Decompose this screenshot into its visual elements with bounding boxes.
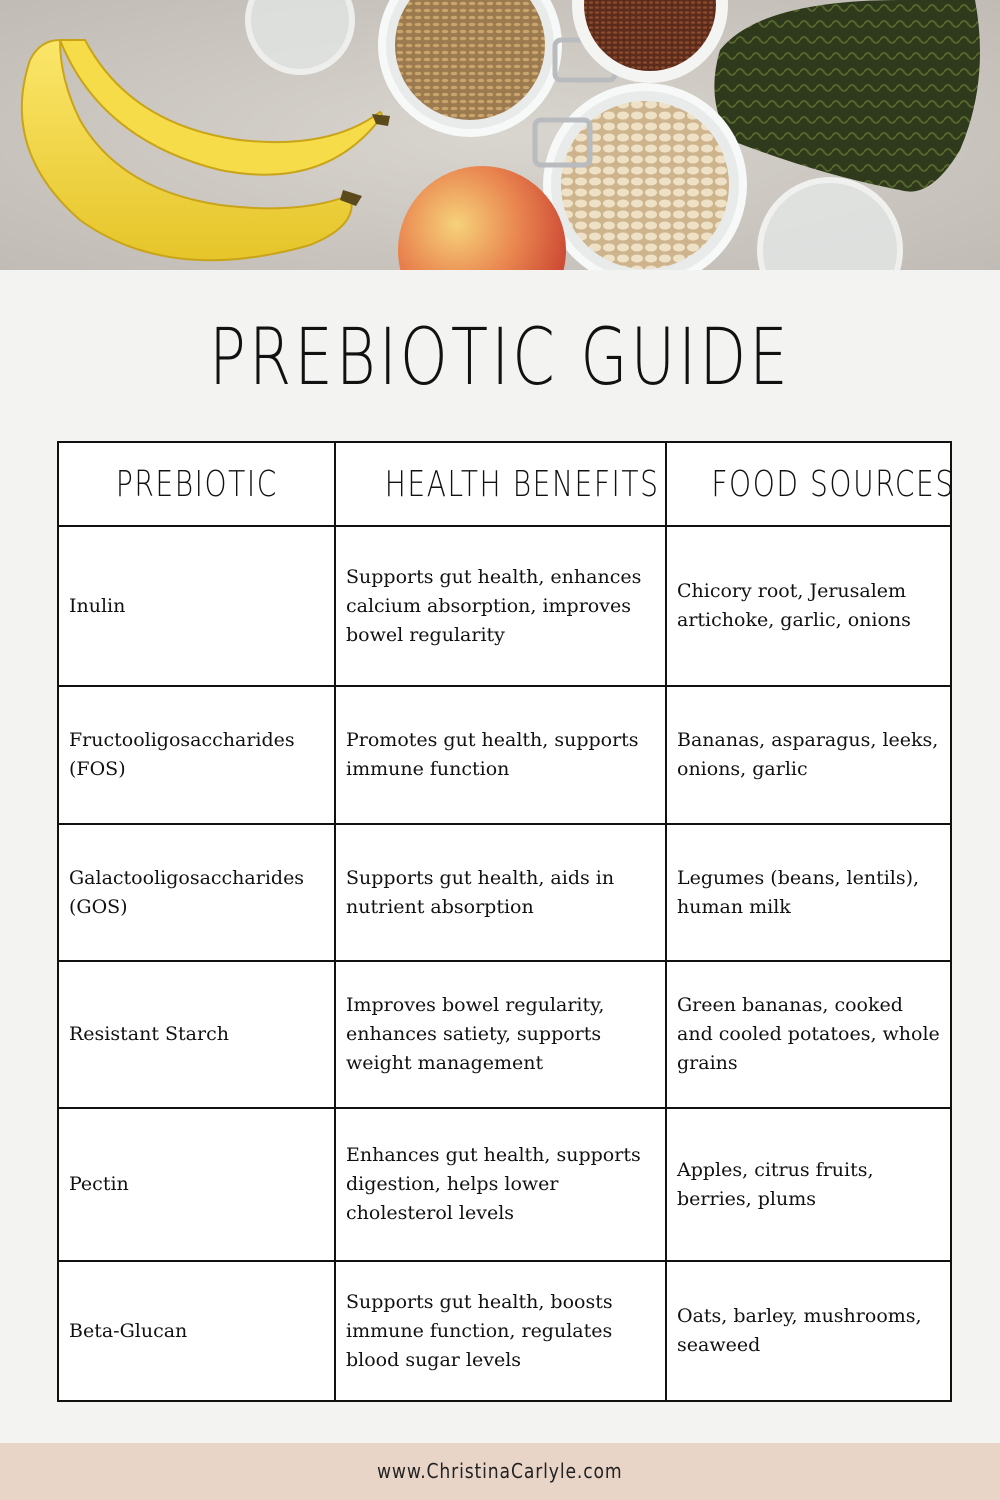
sources-cell: Green bananas, cooked and cooled potatoes, whole grains — [666, 961, 951, 1108]
table-header-row — [58, 442, 951, 526]
sources-cell: Apples, citrus fruits, berries, plums — [666, 1108, 951, 1261]
table-row — [58, 1261, 951, 1401]
sources-cell: Legumes (beans, lentils), human milk — [666, 824, 951, 961]
prebiotic-cell: Beta-Glucan — [58, 1261, 335, 1401]
table-row — [58, 961, 951, 1108]
prebiotic-cell: Resistant Starch — [58, 961, 335, 1108]
prebiotic-cell: Galactooligosaccharides (GOS) — [58, 824, 335, 961]
table-row — [58, 1108, 951, 1261]
benefits-cell: Supports gut health, boosts immune function, regulates blood sugar levels — [335, 1261, 666, 1401]
column-header-health-benefits: HEALTH BENEFITS — [335, 442, 666, 526]
prebiotic-cell: Pectin — [58, 1108, 335, 1261]
sources-cell: Oats, barley, mushrooms, seaweed — [666, 1261, 951, 1401]
benefits-cell: Improves bowel regularity, enhances satiety, supports weight management — [335, 961, 666, 1108]
benefits-cell: Supports gut health, aids in nutrient absorption — [335, 824, 666, 961]
sources-cell: Chicory root, Jerusalem artichoke, garlic, onions — [666, 526, 951, 686]
column-header-prebiotic: PREBIOTIC — [58, 442, 335, 526]
sources-cell: Bananas, asparagus, leeks, onions, garlic — [666, 686, 951, 824]
table-row — [58, 824, 951, 961]
page-title: PREBIOTIC GUIDE — [209, 313, 791, 403]
prebiotic-cell: Inulin — [58, 526, 335, 686]
prebiotic-cell: Fructooligosaccharides (FOS) — [58, 686, 335, 824]
benefits-cell: Supports gut health, enhances calcium absorption, improves bowel regularity — [335, 526, 666, 686]
prebiotic-table — [57, 441, 955, 1402]
hero-food-photo — [0, 0, 1000, 270]
website-link[interactable]: www.ChristinaCarlyle.com — [377, 1459, 623, 1483]
column-header-food-sources: FOOD SOURCES — [666, 442, 951, 526]
table-row — [58, 526, 951, 686]
benefits-cell: Enhances gut health, supports digestion, helps lower cholesterol levels — [335, 1108, 666, 1261]
footer-band — [0, 1443, 1000, 1500]
benefits-cell: Promotes gut health, supports immune function — [335, 686, 666, 824]
table-row — [58, 686, 951, 824]
